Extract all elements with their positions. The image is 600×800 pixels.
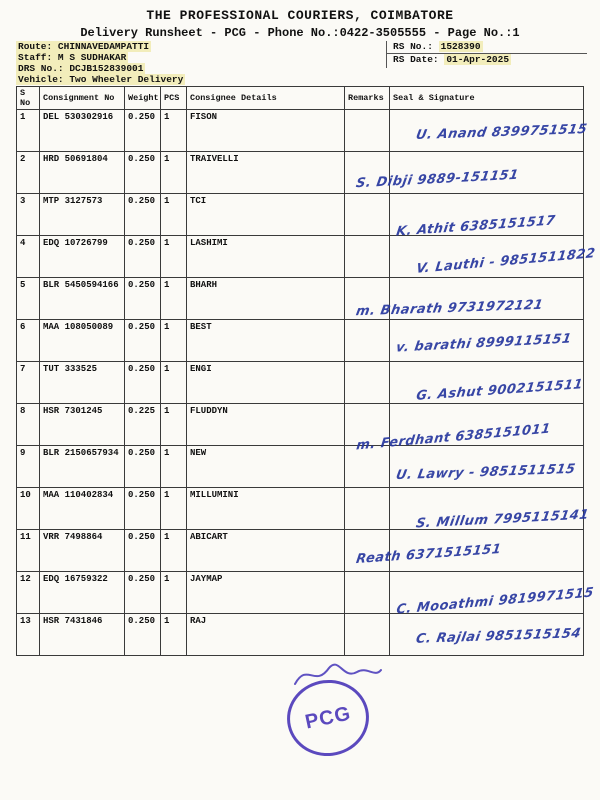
table-row xyxy=(17,446,584,488)
cell-consignee: TCI xyxy=(187,194,345,236)
pcg-stamp xyxy=(281,670,381,754)
cell-consignment: VRR 7498864 xyxy=(40,530,125,572)
cell-consignment: BLR 2150657934 xyxy=(40,446,125,488)
cell-consignee: MILLUMINI xyxy=(187,488,345,530)
col-header-consignment: Consignment No xyxy=(40,87,125,110)
cell-sno: 10 xyxy=(17,488,40,530)
cell-consignment: HSR 7431846 xyxy=(40,614,125,656)
cell-sno: 6 xyxy=(17,320,40,362)
cell-weight: 0.250 xyxy=(125,194,161,236)
col-header-pcs: PCS xyxy=(161,87,187,110)
handwritten-signature: G. Ashut 9002151511 xyxy=(415,377,585,404)
table-row xyxy=(17,320,584,362)
rs-box xyxy=(386,41,587,68)
cell-signature xyxy=(354,278,584,320)
handwritten-signature: U. Lawry - 9851511515 xyxy=(394,461,577,484)
stamp-text: PCG xyxy=(302,701,353,734)
runsheet-body xyxy=(17,110,597,656)
cell-weight: 0.250 xyxy=(125,488,161,530)
table-row xyxy=(17,236,584,278)
handwritten-signature: V. Lauthi - 9851511822 xyxy=(415,246,597,277)
cell-sno: 9 xyxy=(17,446,40,488)
route-label: Route: xyxy=(18,41,53,52)
handwritten-signature: S. Millum 7995115141 xyxy=(414,507,591,532)
cell-consignee: TRAIVELLI xyxy=(187,152,345,194)
cell-weight: 0.250 xyxy=(125,572,161,614)
cell-pcs: 1 xyxy=(161,488,187,530)
cell-pcs: 1 xyxy=(161,320,187,362)
cell-consignee: ABICART xyxy=(187,530,345,572)
rs-date-line xyxy=(387,54,587,66)
cell-remarks xyxy=(345,236,390,278)
cell-signature xyxy=(390,446,584,488)
drs-value: DCJB152839001 xyxy=(69,63,144,74)
cell-pcs: 1 xyxy=(161,446,187,488)
cell-signature xyxy=(390,572,595,618)
cell-sno: 8 xyxy=(17,404,40,446)
cell-signature xyxy=(390,110,589,152)
cell-sno: 2 xyxy=(17,152,40,194)
cell-consignee: BEST xyxy=(187,320,345,362)
table-row xyxy=(17,572,584,614)
cell-weight: 0.250 xyxy=(125,614,161,656)
table-row xyxy=(17,278,584,320)
cell-pcs: 1 xyxy=(161,110,187,152)
rs-date-label: RS Date: xyxy=(393,54,439,65)
cell-pcs: 1 xyxy=(161,194,187,236)
cell-weight: 0.250 xyxy=(125,320,161,362)
cell-signature xyxy=(354,152,584,194)
cell-remarks xyxy=(345,320,390,362)
cell-consignee: ENGI xyxy=(187,362,345,404)
cell-weight: 0.250 xyxy=(125,236,161,278)
handwritten-signature: m. Ferdhant 6385151011 xyxy=(355,421,552,454)
handwritten-signature: C. Rajlai 9851515154 xyxy=(414,626,583,647)
cell-remarks xyxy=(345,572,390,614)
cell-consignment: EDQ 10726799 xyxy=(40,236,125,278)
handwritten-signature: S. Dibji 9889-151151 xyxy=(354,167,520,192)
cell-consignment: MAA 110402834 xyxy=(40,488,125,530)
cell-consignment: HSR 7301245 xyxy=(40,404,125,446)
table-row xyxy=(17,530,584,572)
cell-signature xyxy=(355,404,584,454)
cell-weight: 0.225 xyxy=(125,404,161,446)
table-row xyxy=(17,110,584,152)
header-row xyxy=(17,87,584,110)
cell-consignment: MTP 3127573 xyxy=(40,194,125,236)
handwritten-signature: K. Athit 6385151517 xyxy=(395,213,557,240)
cell-pcs: 1 xyxy=(161,404,187,446)
cell-weight: 0.250 xyxy=(125,278,161,320)
cell-consignment: MAA 108050089 xyxy=(40,320,125,362)
handwritten-signature: v. barathi 8999115151 xyxy=(394,331,573,356)
cell-sno: 1 xyxy=(17,110,40,152)
cell-pcs: 1 xyxy=(161,530,187,572)
vehicle-value: Two Wheeler Delivery xyxy=(69,74,184,85)
cell-pcs: 1 xyxy=(161,362,187,404)
handwritten-signature: Reath 6371515151 xyxy=(355,541,503,568)
cell-consignment: DEL 530302916 xyxy=(40,110,125,152)
col-header-sno: S No xyxy=(17,87,40,110)
cell-weight: 0.250 xyxy=(125,530,161,572)
vehicle-line xyxy=(16,74,586,85)
cell-sno: 13 xyxy=(17,614,40,656)
cell-signature xyxy=(390,236,597,278)
cell-sno: 5 xyxy=(17,278,40,320)
runsheet-table xyxy=(16,86,597,656)
cell-pcs: 1 xyxy=(161,278,187,320)
cell-consignee: LASHIMI xyxy=(187,236,345,278)
cell-sno: 3 xyxy=(17,194,40,236)
cell-consignee: NEW xyxy=(187,446,345,488)
col-header-weight: Weight xyxy=(125,87,161,110)
cell-consignment: BLR 5450594166 xyxy=(40,278,125,320)
col-header-signature: Seal & Signature xyxy=(390,87,584,110)
vehicle-label: Vehicle: xyxy=(18,74,64,85)
cell-consignment: HRD 50691804 xyxy=(40,152,125,194)
info-block xyxy=(16,41,586,85)
cell-consignee: FISON xyxy=(187,110,345,152)
cell-signature xyxy=(390,362,584,404)
rs-no-line xyxy=(387,41,587,54)
handwritten-signature: U. Anand 8399751515 xyxy=(414,121,589,144)
cell-sno: 4 xyxy=(17,236,40,278)
table-row xyxy=(17,404,584,446)
table-row xyxy=(17,614,584,656)
cell-pcs: 1 xyxy=(161,236,187,278)
cell-remarks xyxy=(345,614,390,656)
table-row xyxy=(17,152,584,194)
cell-sno: 7 xyxy=(17,362,40,404)
cell-consignee: FLUDDYN xyxy=(187,404,345,446)
cell-weight: 0.250 xyxy=(125,446,161,488)
col-header-remarks: Remarks xyxy=(345,87,390,110)
cell-sno: 12 xyxy=(17,572,40,614)
cell-consignee: RAJ xyxy=(187,614,345,656)
cell-remarks xyxy=(345,362,390,404)
runsheet-subtitle: Delivery Runsheet - PCG - Phone No.:0422-3505555 - Page No.:1 xyxy=(80,26,520,40)
table-row xyxy=(17,488,584,530)
cell-consignment: TUT 333525 xyxy=(40,362,125,404)
staff-value: M S SUDHAKAR xyxy=(57,52,127,63)
cell-weight: 0.250 xyxy=(125,110,161,152)
cell-signature xyxy=(390,194,584,240)
cell-signature xyxy=(355,530,584,572)
cell-pcs: 1 xyxy=(161,572,187,614)
cell-signature xyxy=(390,614,584,656)
handwritten-signature: m. Bharath 9731972121 xyxy=(354,297,545,320)
cell-remarks xyxy=(345,194,390,236)
rs-no-value: 1528390 xyxy=(440,41,481,52)
cell-pcs: 1 xyxy=(161,614,187,656)
drs-label: DRS No.: xyxy=(18,63,64,74)
cell-signature xyxy=(390,320,584,362)
handwritten-signature: C. Mooathmi 9819971515 xyxy=(395,585,595,618)
cell-sno: 11 xyxy=(17,530,40,572)
route-value: CHINNAVEDAMPATTI xyxy=(57,41,150,52)
cell-consignment: EDQ 16759322 xyxy=(40,572,125,614)
runsheet-head xyxy=(17,87,584,110)
table-row xyxy=(17,194,584,236)
cell-pcs: 1 xyxy=(161,152,187,194)
col-header-consignee: Consignee Details xyxy=(187,87,345,110)
cell-remarks xyxy=(345,488,390,530)
rs-date-value: 01-Apr-2025 xyxy=(446,54,510,65)
company-title: THE PROFESSIONAL COURIERS, COIMBATORE xyxy=(146,8,454,23)
cell-weight: 0.250 xyxy=(125,362,161,404)
cell-signature xyxy=(390,488,591,532)
cell-remarks xyxy=(345,110,390,152)
staff-label: Staff: xyxy=(18,52,53,63)
cell-consignee: JAYMAP xyxy=(187,572,345,614)
cell-consignee: BHARH xyxy=(187,278,345,320)
table-row xyxy=(17,362,584,404)
cell-weight: 0.250 xyxy=(125,152,161,194)
rs-no-label: RS No.: xyxy=(393,41,433,52)
